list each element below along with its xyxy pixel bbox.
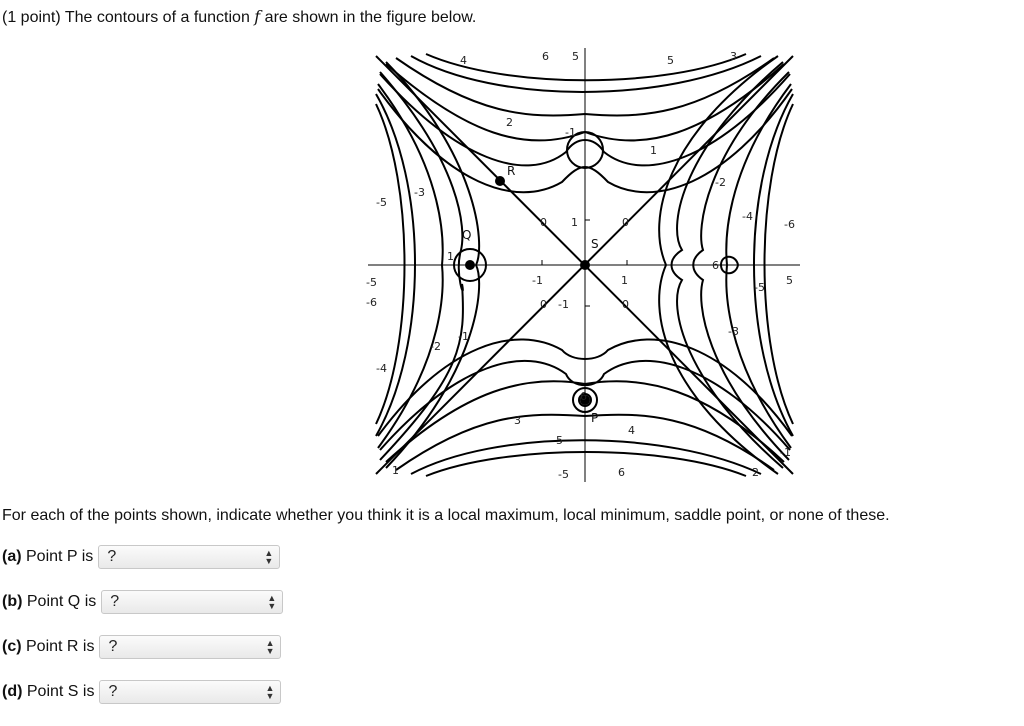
point-s-label: S [591,237,599,251]
svg-text:1: 1 [392,464,399,477]
svg-text:-6: -6 [366,296,377,309]
contour-plot [366,44,803,486]
question-b [2,590,283,614]
svg-text:1: 1 [571,216,578,229]
svg-text:4: 4 [628,424,635,437]
svg-text:2: 2 [506,116,513,129]
point-r-select[interactable] [99,635,281,659]
point-r-label: R [507,164,516,178]
svg-text:0: 0 [622,216,629,229]
svg-text:0: 0 [540,298,547,311]
question-a-part: (a) [2,548,22,565]
svg-text:6: 6 [712,259,719,272]
point-q-dot [465,260,475,270]
svg-text:-3: -3 [728,325,739,338]
point-q-select-value: ? [110,593,120,610]
svg-text:-1: -1 [780,446,791,459]
svg-text:-3: -3 [414,186,425,199]
point-r-select-value: ? [108,638,118,655]
svg-text:2: 2 [752,466,759,479]
svg-text:-4: -4 [376,362,387,375]
question-d [2,680,281,704]
svg-text:-2: -2 [715,176,726,189]
point-s-dot [580,260,590,270]
question-c-part: (c) [2,638,22,655]
updown-arrows-icon: ▲ ▼ [264,548,274,566]
svg-text:1: 1 [650,144,657,157]
prompt-prefix: (1 point) The contours of a function [2,9,255,26]
updown-arrows-icon: ▲ ▼ [265,638,275,656]
point-s-select-value: ? [108,683,118,700]
question-c-text: Point R is [21,638,95,655]
svg-text:-5: -5 [366,276,377,289]
svg-text:-4: -4 [742,210,753,223]
svg-text:-1: -1 [565,126,576,139]
svg-text:5: 5 [786,274,793,287]
svg-text:5: 5 [667,54,674,67]
svg-text:1: 1 [447,250,454,263]
point-s-select[interactable] [99,680,281,704]
critical-points [465,176,590,405]
svg-text:-1: -1 [558,298,569,311]
point-p-select-value: ? [107,548,117,565]
question-d-part: (d) [2,683,23,700]
question-b-part: (b) [2,593,23,610]
instructions: For each of the points shown, indicate whether you think it is a local maximum, local minimum, saddle point, or none of these. [2,507,890,524]
svg-text:-5: -5 [754,281,765,294]
problem-prompt [2,7,476,27]
question-b-text: Point Q is [22,593,97,610]
svg-text:1: 1 [621,274,628,287]
function-symbol: f [254,7,261,26]
svg-text:-6: -6 [784,218,795,231]
svg-text:0: 0 [622,298,629,311]
svg-text:6: 6 [542,50,549,63]
svg-text:3: 3 [514,414,521,427]
svg-text:3: 3 [730,50,737,63]
point-p-label: P [591,411,599,425]
prompt-suffix: are shown in the figure below. [260,9,477,26]
svg-text:-1: -1 [532,274,543,287]
svg-text:6: 6 [580,390,587,403]
svg-text:-1: -1 [458,330,469,343]
svg-text:-5: -5 [376,196,387,209]
svg-text:0: 0 [540,216,547,229]
svg-text:-2: -2 [430,340,441,353]
svg-text:-5: -5 [558,468,569,481]
question-a [2,545,280,569]
svg-text:5: 5 [572,50,579,63]
updown-arrows-icon: ▲ ▼ [267,593,277,611]
svg-text:6: 6 [618,466,625,479]
contour-plot-svg [366,44,803,486]
question-a-text: Point P is [21,548,94,565]
question-c [2,635,281,659]
svg-text:5: 5 [556,434,563,447]
point-q-select[interactable] [101,590,283,614]
updown-arrows-icon: ▲ ▼ [265,683,275,701]
point-q-label: Q [462,228,472,242]
point-r-dot [495,176,505,186]
point-p-select[interactable] [98,545,280,569]
svg-text:4: 4 [460,54,467,67]
question-d-text: Point S is [22,683,95,700]
